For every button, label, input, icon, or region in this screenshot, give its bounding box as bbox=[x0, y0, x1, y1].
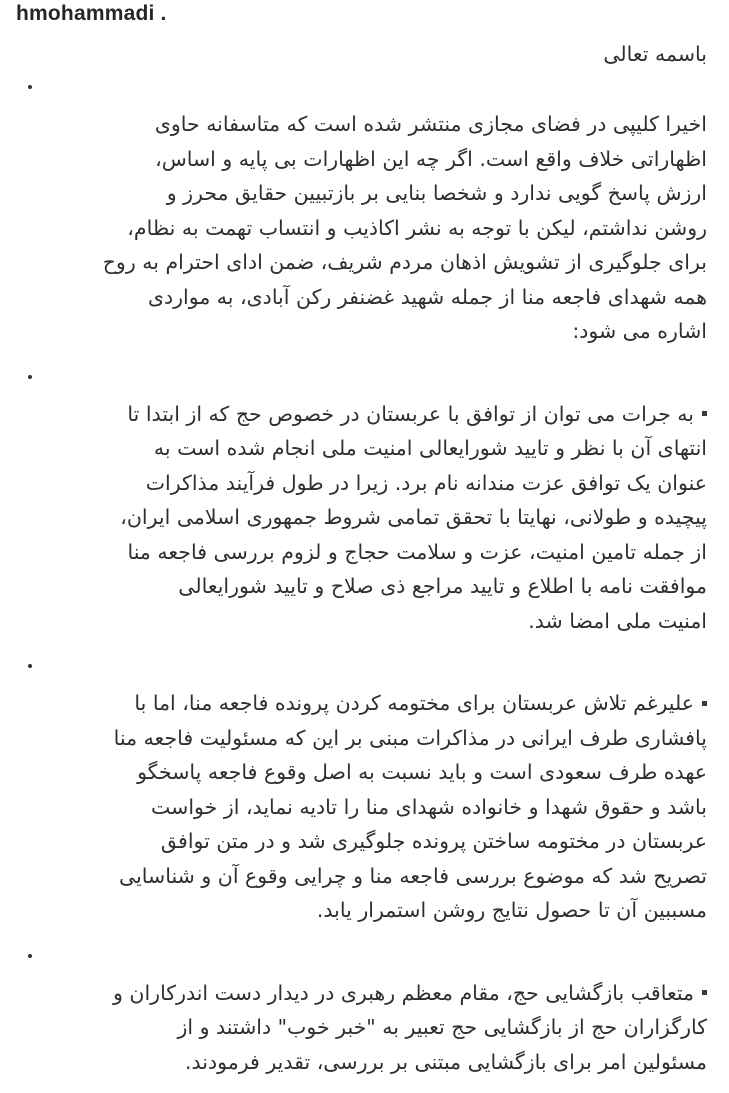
post-heading: باسمه تعالی bbox=[603, 42, 707, 66]
text-line bbox=[14, 397, 707, 432]
text-line: پافشاری طرف ایرانی در مذاکرات مبنی بر این که مسئولیت فاجعه منا bbox=[113, 725, 707, 750]
text-line: روشن نداشتم، لیکن با توجه به نشر اکاذیب و انتساب تهمت به نظام، bbox=[127, 215, 707, 240]
bullet-icon bbox=[702, 990, 707, 995]
post-body bbox=[14, 34, 707, 1093]
separator-dot bbox=[14, 942, 707, 976]
text-line: همه شهدای فاجعه منا از جمله شهید غضنفر رکن آبادی، به مواردی bbox=[147, 284, 707, 309]
bullet-icon bbox=[702, 411, 707, 416]
text-line: امنیت ملی امضا شد. bbox=[528, 608, 707, 633]
paragraph-hajj-reopening bbox=[14, 976, 707, 1080]
bullet-icon bbox=[702, 701, 707, 706]
separator-dot bbox=[14, 363, 707, 397]
text-line: مسئولین امر برای بازگشایی مبتنی بر بررسی، تقدیر فرمودند. bbox=[185, 1049, 707, 1074]
text-line: انتهای آن با نظر و تایید شورایعالی امنیت ملی انجام شده است به bbox=[153, 436, 707, 460]
text-span: متعاقب بازگشایی حج، مقام معظم رهبری در دیدار دست اندرکاران و bbox=[113, 980, 694, 1005]
text-line: عنوان یک توافق عزت مندانه نام برد. زیرا در طول فرآیند مذاکرات bbox=[145, 470, 707, 495]
text-line: کارگزاران حج از بازگشایی حج تعبیر به "خبر خوب" داشتند و از bbox=[177, 1015, 707, 1039]
paragraph-agreement bbox=[14, 397, 707, 639]
username[interactable]: hmohammadi . bbox=[16, 2, 167, 25]
text-line: عربستان در مختومه ساختن پرونده جلوگیری شد و در متن توافق bbox=[160, 829, 707, 853]
text-line: باشد و حقوق شهدا و خانواده شهدای منا را تادیه نماید، از خواست bbox=[151, 794, 707, 819]
text-line: برای جلوگیری از تشویش اذهان مردم شریف، ضمن ادای احترام به روح bbox=[102, 250, 707, 274]
text-line: از جمله تامین امنیت، عزت و سلامت حجاج و لزوم بررسی فاجعه منا bbox=[127, 539, 707, 564]
text-line: اخیرا کلیپی در فضای مجازی منتشر شده است که متاسفانه حاوی bbox=[154, 112, 707, 136]
text-line: ارزش پاسخ گویی ندارد و شخصا بنایی بر بازتبیین حقایق محرز و bbox=[166, 181, 707, 205]
text-span: به جرات می توان از توافق با عربستان در خصوص حج که از ابتدا تا bbox=[127, 401, 694, 426]
paragraph-mina bbox=[14, 686, 707, 928]
separator-dot bbox=[14, 652, 707, 686]
text-line: اشاره می شود: bbox=[572, 319, 707, 343]
text-line: مسببین آن تا حصول نتایج روشن استمرار یابد. bbox=[316, 898, 707, 922]
text-line bbox=[14, 976, 707, 1011]
text-line: پیچیده و طولانی، نهایتا با تحقق تمامی شروط جمهوری اسلامی ایران، bbox=[120, 505, 707, 529]
text-line: موافقت نامه با اطلاع و تایید مراجع ذی صلاح و تایید شورایعالی bbox=[178, 574, 707, 598]
text-line bbox=[14, 686, 707, 721]
text-line: اظهاراتی خلاف واقع است. اگر چه این اظهارات بی پایه و اساس، bbox=[155, 146, 707, 171]
paragraph-intro bbox=[14, 107, 707, 349]
separator-dot bbox=[14, 73, 707, 107]
text-line: عهده طرف سعودی است و باید نسبت به اصل وقوع فاجعه پاسخگو bbox=[137, 760, 707, 784]
text-line: تصریح شد که موضوع بررسی فاجعه منا و چرایی وقوع آن و شناسایی bbox=[119, 863, 707, 888]
text-span: علیرغم تلاش عربستان برای مختومه کردن پرونده فاجعه منا، اما با bbox=[134, 691, 694, 715]
